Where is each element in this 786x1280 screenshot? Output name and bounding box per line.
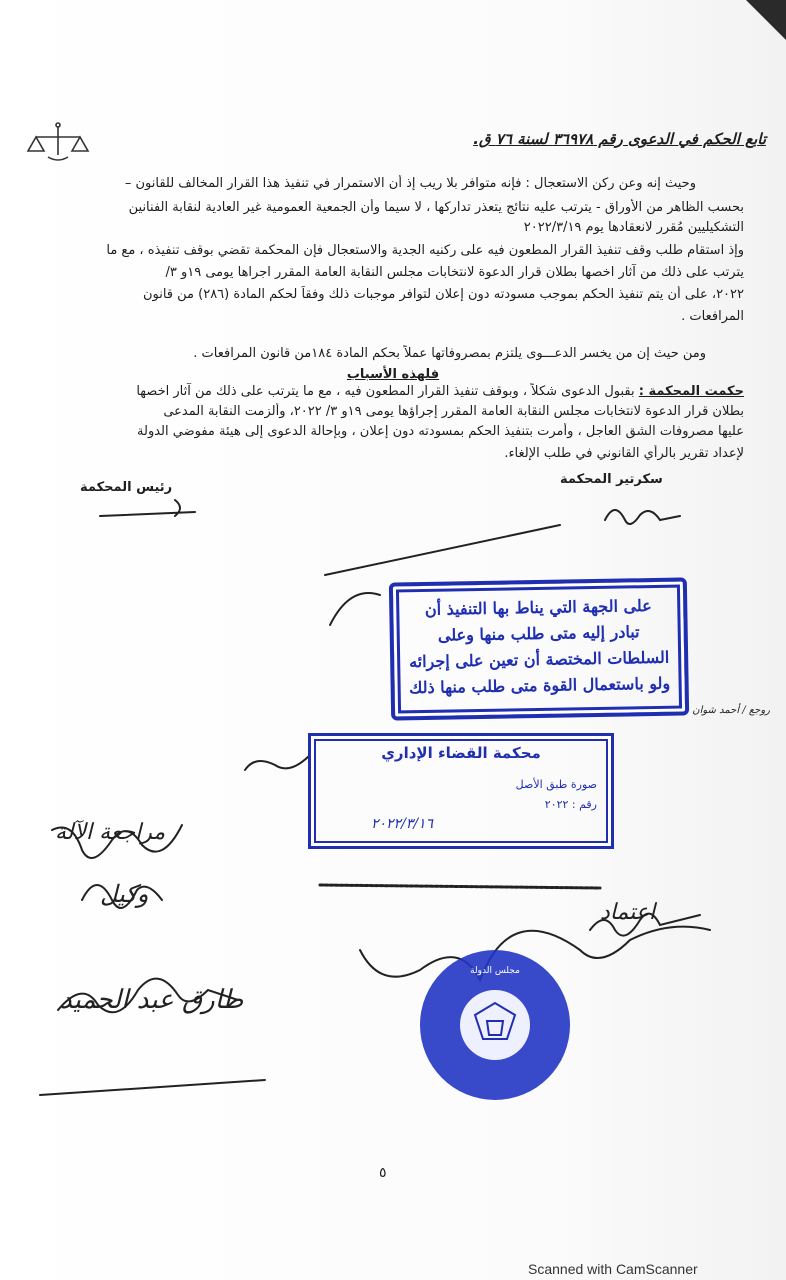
handwritten-note: اعتماد (600, 900, 656, 925)
verdict-line: بطلان قرار الدعوة لانتخابات مجلس النقابة العامة المقرر إجراؤها يومى ١٩و ٣/ ٢٠٢٢، وألزمت النقابة المدعى (163, 404, 744, 419)
stamp-line: تبادر إليه متى طلب منها وعلى (437, 622, 640, 645)
body-line: المرافعات . (681, 309, 744, 324)
judgment-header: تابع الحكم في الدعوى رقم ٣٦٩٧٨ لسنة ٧٦ ق. (473, 130, 766, 148)
page-number: ٥ (379, 1165, 387, 1181)
stamp-row: رقم : ٢٠٢٢ (544, 798, 597, 811)
section-title: فلهذه الأسباب (346, 367, 440, 382)
verdict-text: بقبول الدعوى شكلاً ، وبوقف تنفيذ القرار المطعون فيه ، مع ما يترتب على ذلك من آثار اخصها (136, 384, 635, 399)
secretary-label: سكرتير المحكمة (560, 472, 663, 487)
seal-text: مجلس الدولة (470, 966, 520, 976)
body-line: يترتب على ذلك من آثار اخصها بطلان قرار الدعوة لانتخابات مجلس النقابة العامة المقرر اجراها يومى ١٩و ٣/ (165, 265, 744, 280)
handwritten-note: طارق عبد الحميد (60, 985, 244, 1015)
verdict-label: حكمت المحكمة : (638, 384, 744, 399)
body-line: ومن حيث إن من يخسر الدعـــوى يلتزم بمصروفاتها عملاً بحكم المادة ١٨٤من قانون المرافعات . (193, 346, 706, 361)
stamp-line: على الجهة التي يناط بها التنفيذ أن (424, 596, 652, 619)
stamp-line: ولو باستعمال القوة متى طلب منها ذلك (408, 673, 671, 698)
verdict-line: عليها مصروفات الشق العاجل ، وأمرت بتنفيذ الحكم بمسودته دون إعلان ، وبإحالة الدعوى إلى هيئة مفوضي الدولة (137, 424, 744, 439)
body-line: بحسب الظاهر من الأوراق - يترتب عليه نتائج يتعذر تداركها ، لا سيما وأن الجمعية العمومية غير العادية لنقابة الفنانين (128, 200, 744, 215)
president-label: رئيس المحكمة (80, 480, 173, 495)
handwritten-note: مراجعة الآلة (55, 820, 166, 845)
stamp-row: صورة طبق الأصل (515, 778, 597, 791)
stamp-title: محكمة القضاء الإداري (381, 744, 541, 762)
scanner-watermark: Scanned with CamScanner (528, 1261, 698, 1277)
stamp-line: السلطات المختصة أن تعين على إجرائه (408, 647, 670, 672)
body-line: ٢٠٢٢، على أن يتم تنفيذ الحكم بموجب مسودته دون إعلان لتوافر موجبات ذلك وفقاً لحكم المادة (٢٨٦) من قانون (142, 287, 744, 302)
body-line: وإذ استقام طلب وقف تنفيذ القرار المطعون فيه على ركنيه الجدية والاستعجال فإن المحكمة تقضي بوقف تنفيذه ، مع ما (106, 243, 744, 258)
stamp-date: ٢٠٢٢/٣/١٦ (371, 816, 434, 832)
body-line: وحيث إنه وعن ركن الاستعجال : فإنه متوافر بلا ريب إذ أن الاستمرار في تنفيذ هذا القرار المخالف للقانون – (124, 176, 696, 191)
body-line: التشكيليين مُقرر لانعقادها يوم ٢٠٢٢/٣/١٩ (523, 220, 744, 235)
review-note: روجع / أحمد شوان (692, 705, 770, 716)
handwritten-note: وكيل (100, 880, 149, 908)
verdict-line: لإعداد تقرير بالرأي القانوني في طلب الإلغاء. (504, 446, 744, 461)
